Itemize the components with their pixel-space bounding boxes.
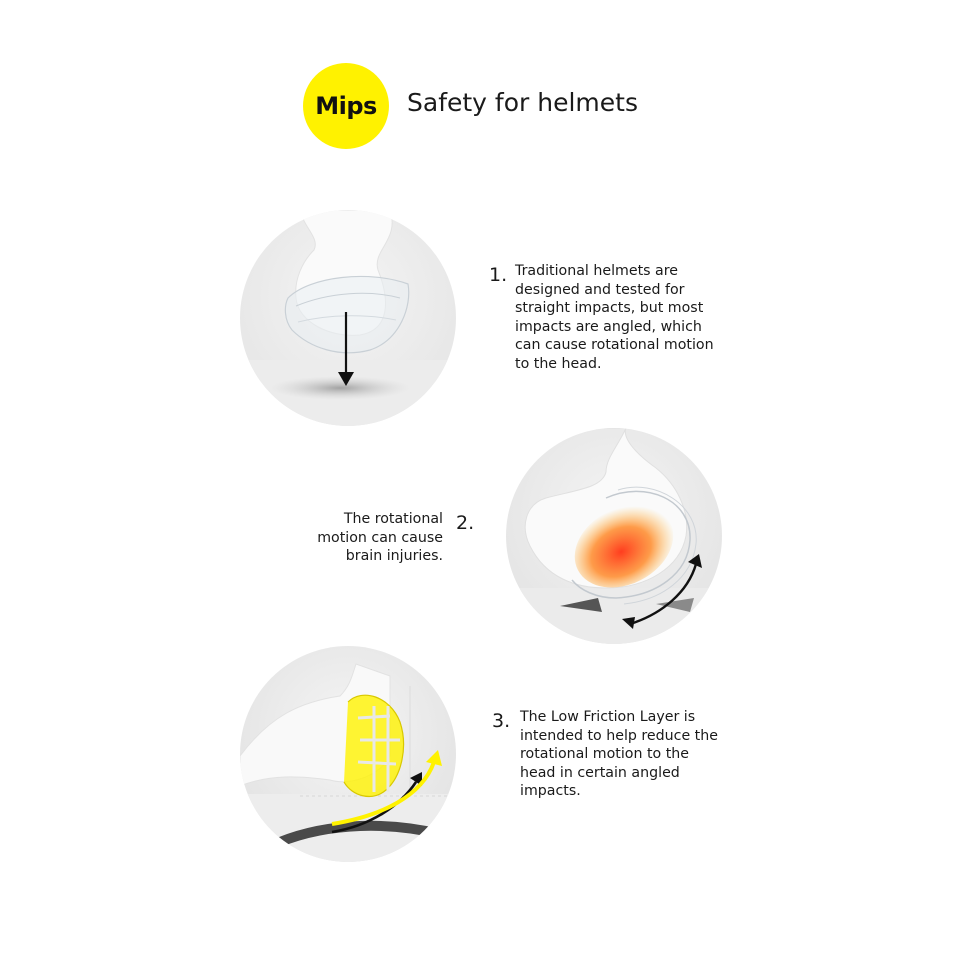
step-3-illustration bbox=[240, 646, 456, 862]
step-3-description bbox=[520, 708, 718, 801]
step-2-illustration bbox=[506, 428, 722, 644]
logo-text: Mips bbox=[315, 92, 377, 120]
step-1-line: can cause rotational motion bbox=[515, 337, 714, 353]
mips-logo bbox=[303, 63, 389, 149]
step-3-line: intended to help reduce the bbox=[520, 727, 718, 744]
step-1-illustration bbox=[240, 210, 456, 426]
step-2-description bbox=[317, 510, 443, 566]
step-1-description bbox=[515, 262, 714, 373]
page-title: Safety for helmets bbox=[407, 88, 638, 117]
step-3-line: The Low Friction Layer is bbox=[520, 709, 696, 725]
step-3-line: impacts. bbox=[520, 783, 581, 799]
step-3-line: rotational motion to the bbox=[520, 746, 690, 762]
step-1-line: to the head. bbox=[515, 355, 602, 372]
curved-double-arrow-icon bbox=[506, 428, 722, 644]
step-1-line: Traditional helmets are bbox=[515, 263, 678, 279]
step-1-line: impacts are angled, which bbox=[515, 318, 702, 335]
step-3-number: 3. bbox=[492, 710, 511, 732]
step-3-line: head in certain angled bbox=[520, 764, 680, 781]
curved-arrows-icon bbox=[240, 646, 456, 862]
step-1-line: straight impacts, but most bbox=[515, 300, 704, 316]
step-2-line: motion can cause bbox=[317, 529, 443, 546]
down-arrow-icon bbox=[240, 210, 456, 426]
step-1-number: 1. bbox=[489, 264, 508, 286]
step-2-line: brain injuries. bbox=[345, 548, 443, 564]
header bbox=[0, 0, 960, 200]
step-2-line: The rotational bbox=[343, 511, 443, 527]
step-1-line: designed and tested for bbox=[515, 281, 685, 298]
step-2-number: 2. bbox=[456, 512, 475, 534]
